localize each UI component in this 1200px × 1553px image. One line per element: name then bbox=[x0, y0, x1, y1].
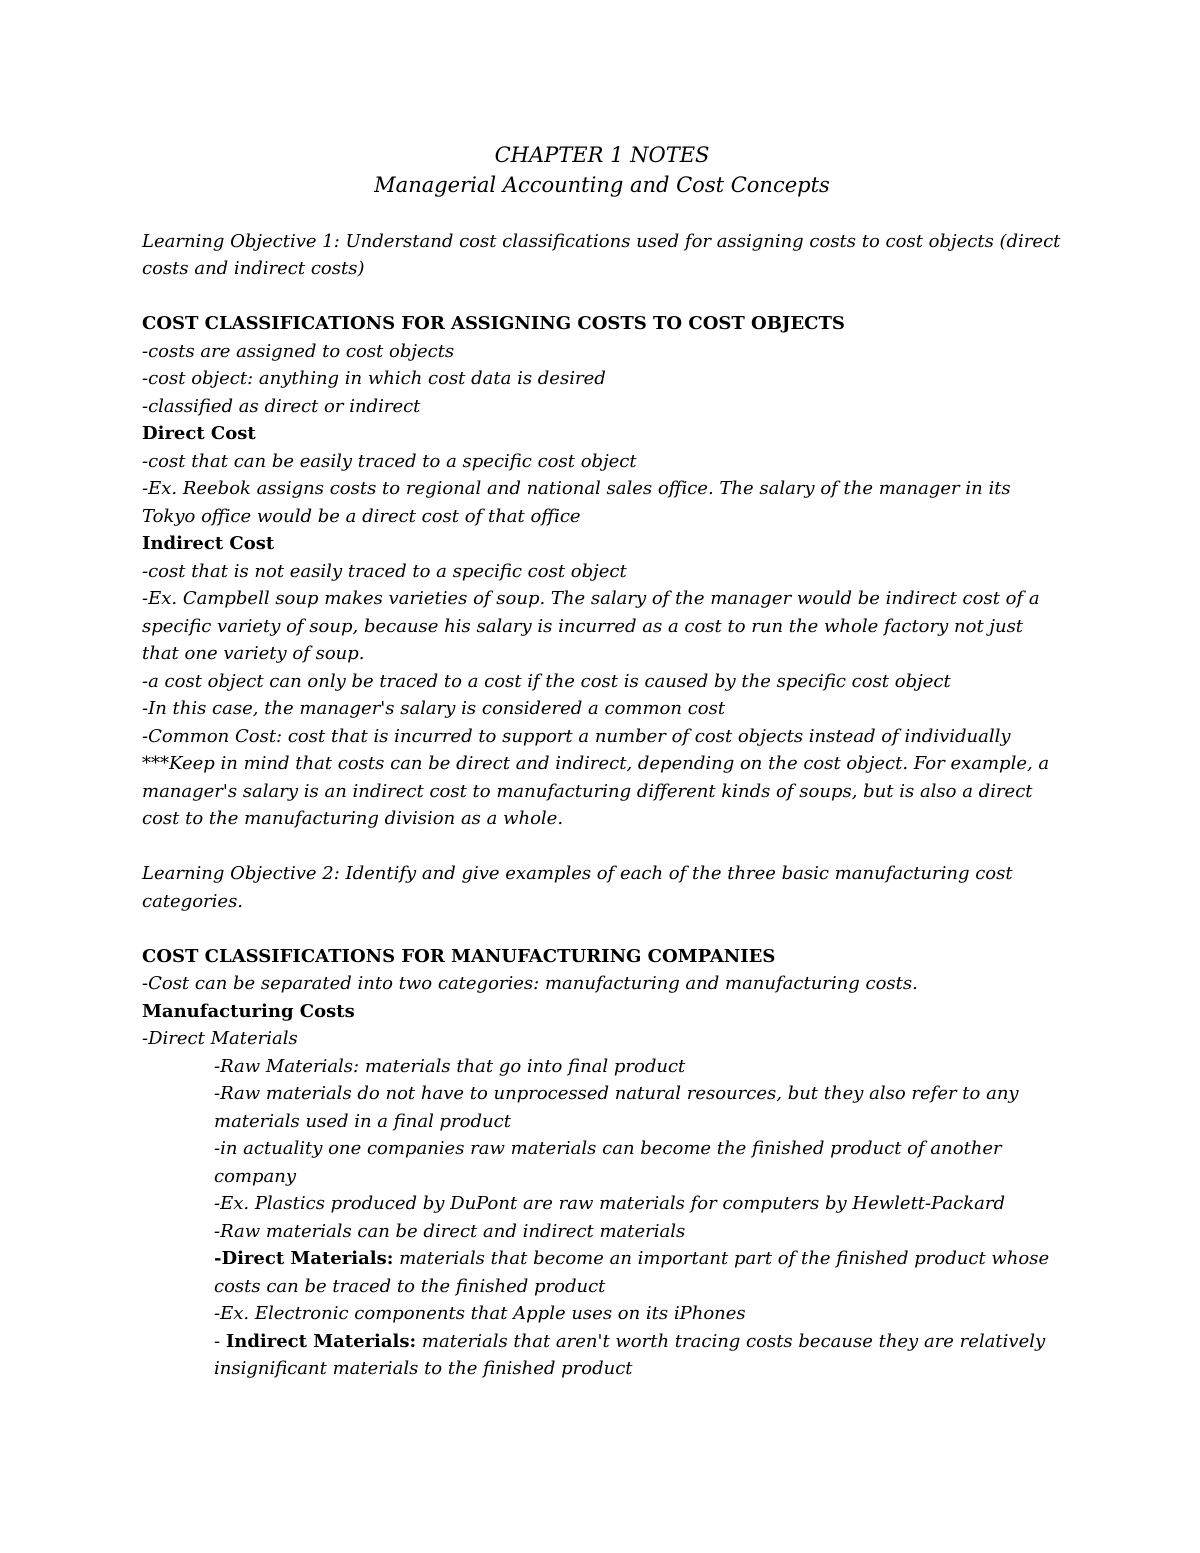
spacer bbox=[142, 283, 1062, 311]
spacer bbox=[142, 833, 1062, 861]
raw-materials-line: -Raw materials can be direct and indirect materials bbox=[214, 1220, 686, 1242]
indirect-materials-term: Indirect Materials: bbox=[225, 1330, 417, 1352]
chapter-subtitle: Managerial Accounting and Cost Concepts bbox=[374, 173, 830, 197]
section-1-line: -cost object: anything in which cost data is desired bbox=[142, 368, 606, 389]
direct-cost-heading: Direct Cost bbox=[142, 423, 256, 444]
indirect-materials-text: materials that aren't worth tracing costs because they are relatively insignificant materials to the finished product bbox=[214, 1330, 1046, 1379]
indirect-materials-dash: - bbox=[214, 1330, 226, 1352]
keep-in-mind-note: ***Keep in mind that costs can be direct and indirect, depending on the cost object. For example, a manager's salary is an indirect cost to manufacturing different kinds of soups, but is also a direct cost to the manufacturing division as a whole. bbox=[142, 753, 1050, 829]
section-1-line: -classified as direct or indirect bbox=[142, 395, 421, 417]
document-body bbox=[142, 140, 1062, 1383]
chapter-title: CHAPTER 1 NOTES bbox=[494, 143, 710, 167]
section-2-intro: -Cost can be separated into two categories: manufacturing and manufacturing costs. bbox=[142, 973, 918, 994]
direct-materials-item: -Direct Materials bbox=[142, 1028, 298, 1049]
learning-objective-2: Learning Objective 2: Identify and give examples of each of the three basic manufacturing cost categories. bbox=[142, 863, 1013, 912]
direct-materials-definition bbox=[214, 1245, 1062, 1300]
raw-materials-line: -in actuality one companies raw materials can become the finished product of another company bbox=[214, 1138, 1002, 1187]
direct-materials-term: -Direct Materials: bbox=[214, 1248, 394, 1269]
spacer bbox=[142, 200, 1062, 228]
direct-cost-line: -Ex. Reebok assigns costs to regional and national sales office. The salary of the manager in its Tokyo office would be a direct cost of that office bbox=[142, 478, 1011, 527]
indirect-cost-line: -cost that is not easily traced to a specific cost object bbox=[142, 560, 627, 582]
raw-materials-line: -Raw materials do not have to unprocessed natural resources, but they also refer to any materials used in a final product bbox=[214, 1083, 1019, 1132]
indirect-cost-line: -Ex. Campbell soup makes varieties of soup. The salary of the manager would be indirect cost of a specific variety of soup, because his salary is incurred as a cost to run the whole factory not just that one variety of soup. bbox=[142, 588, 1040, 664]
indirect-cost-line: -Common Cost: cost that is incurred to support a number of cost objects instead of individually bbox=[142, 725, 1011, 747]
direct-materials-example: -Ex. Electronic components that Apple uses on its iPhones bbox=[214, 1303, 746, 1324]
section-1-line: -costs are assigned to cost objects bbox=[142, 340, 455, 362]
raw-materials-line: -Raw Materials: materials that go into final product bbox=[214, 1055, 686, 1077]
direct-cost-line: -cost that can be easily traced to a specific cost object bbox=[142, 450, 637, 472]
indirect-cost-heading: Indirect Cost bbox=[142, 533, 275, 554]
direct-materials-text: materials that become an important part of the finished product whose costs can be traced to the finished product bbox=[214, 1248, 1050, 1297]
indirect-materials-definition bbox=[214, 1328, 1062, 1383]
indirect-cost-line: -In this case, the manager's salary is considered a common cost bbox=[142, 698, 726, 719]
section-1-heading: COST CLASSIFICATIONS FOR ASSIGNING COSTS TO COST OBJECTS bbox=[142, 313, 845, 334]
raw-materials-line: -Ex. Plastics produced by DuPont are raw materials for computers by Hewlett-Packard bbox=[214, 1193, 1005, 1214]
direct-materials-details bbox=[142, 1053, 1062, 1383]
section-2-heading: COST CLASSIFICATIONS FOR MANUFACTURING COMPANIES bbox=[142, 945, 776, 967]
manufacturing-costs-heading: Manufacturing Costs bbox=[142, 1000, 355, 1022]
spacer bbox=[142, 915, 1062, 943]
indirect-cost-line: -a cost object can only be traced to a cost if the cost is caused by the specific cost object bbox=[142, 670, 951, 692]
learning-objective-1: Learning Objective 1: Understand cost classifications used for assigning costs to cost objects (direct costs and indirect costs) bbox=[142, 230, 1061, 279]
